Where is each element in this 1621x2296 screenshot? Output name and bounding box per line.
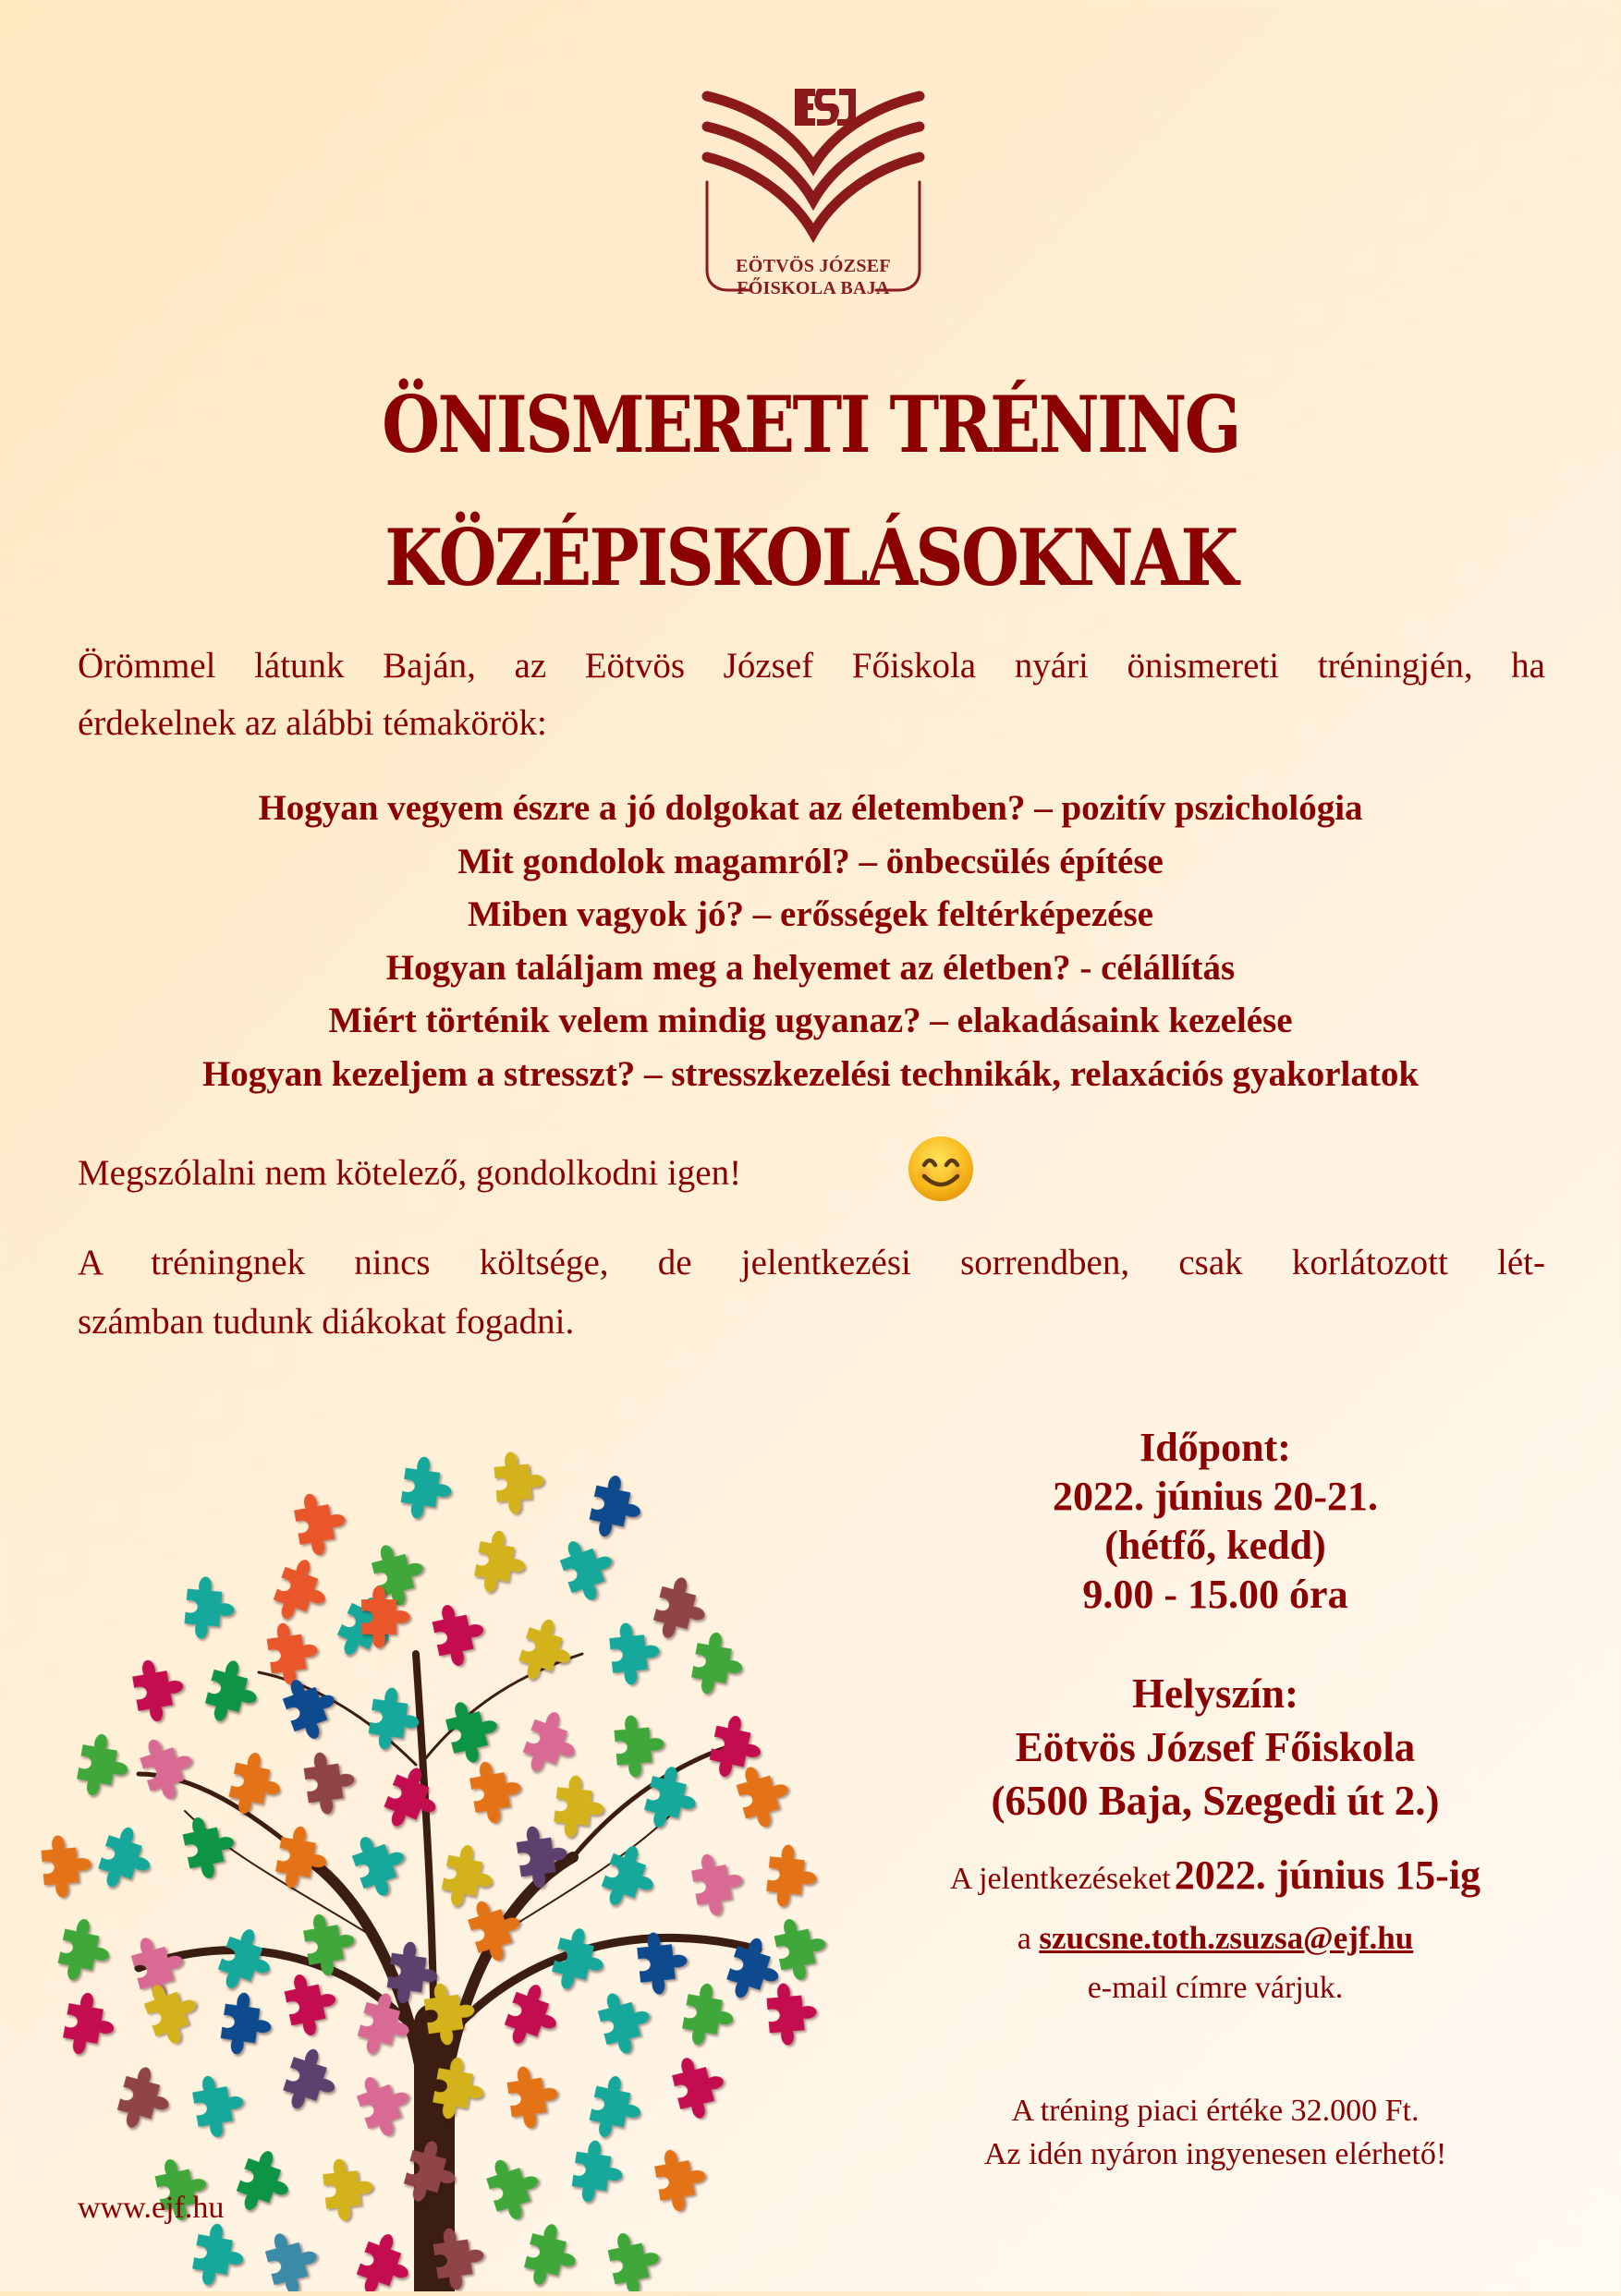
puzzle-piece-icon: [94, 1822, 160, 1896]
puzzle-piece-icon: [55, 1915, 116, 1986]
website-link[interactable]: www.ejf.hu: [78, 2191, 225, 2225]
schedule-label: Időpont:: [1140, 1425, 1291, 1470]
email-link[interactable]: szucsne.toth.zsuzsa@ejf.hu: [1039, 1920, 1414, 1956]
topic-item: Mit gondolok magamról? – önbecsülés építése: [457, 841, 1164, 881]
puzzle-piece-icon: [518, 1707, 585, 1781]
location-block: [832, 1667, 1599, 1828]
puzzle-piece-icon: [269, 1554, 335, 1629]
location-name: Eötvös József Főiskola: [1015, 1724, 1416, 1770]
schedule-block: [832, 1423, 1599, 1619]
puzzle-piece-icon: [493, 1450, 546, 1516]
puzzle-piece-icon: [114, 2063, 177, 2135]
puzzle-piece-icon: [301, 1909, 360, 1978]
puzzle-piece-icon: [680, 1981, 738, 2050]
puzzle-piece-icon: [472, 1528, 530, 1597]
puzzle-piece-icon: [689, 1630, 748, 1699]
topic-item: Miért történik velem mindig ugyanaz? – elakadásaink kezelése: [328, 1001, 1293, 1040]
puzzle-piece-icon: [669, 2050, 731, 2122]
logo-caption-line1: EÖTVÖS JÓZSEF: [736, 256, 891, 276]
registration-deadline-date: 2022. június 15-ig: [1174, 1853, 1481, 1898]
registration-deadline: [832, 1848, 1599, 1913]
email-prefix: a: [1017, 1922, 1031, 1956]
intro-paragraph: [78, 638, 1545, 752]
puzzle-piece-icon: [689, 1849, 748, 1918]
value-line2: Az idén nyáron ingyenesen elérhető!: [983, 2137, 1447, 2171]
puzzle-piece-icon: [594, 1986, 657, 2058]
puzzle-piece-icon: [130, 1655, 189, 1724]
puzzle-piece-icon: [608, 1620, 663, 1686]
puzzle-piece-icon: [61, 1990, 119, 2059]
cost-paragraph: [78, 1233, 1545, 1352]
puzzle-piece-icon: [468, 1756, 526, 1826]
puzzle-piece-icon: [506, 2062, 562, 2131]
puzzle-piece-icon: [555, 1531, 622, 1606]
puzzle-piece-icon: [707, 1712, 767, 1783]
logo-caption: [675, 255, 952, 299]
schedule-time: 9.00 - 15.00 óra: [1082, 1572, 1348, 1617]
puzzle-piece-icon: [587, 1472, 647, 1543]
puzzle-piece-icon: [733, 1758, 797, 1831]
puzzle-piece-icon: [515, 1822, 571, 1890]
puzzle-tree-illustration: [28, 1377, 841, 2291]
topic-item: Hogyan vegyem észre a jó dolgokat az életemben? – pozitív pszichológia: [258, 788, 1363, 828]
puzzle-piece-icon: [183, 1575, 237, 1642]
puzzle-piece-icon: [322, 2156, 376, 2222]
puzzle-piece-icon: [379, 1762, 447, 1838]
puzzle-piece-icon: [219, 1990, 275, 2059]
puzzle-piece-icon: [765, 1981, 819, 2047]
puzzle-piece-icon: [352, 2067, 419, 2142]
puzzle-piece-icon: [347, 1827, 414, 1901]
puzzle-piece-icon: [641, 1763, 703, 1835]
puzzle-piece-icon: [262, 2226, 324, 2291]
page-title: [114, 358, 1507, 625]
puzzle-piece-icon: [352, 2229, 419, 2291]
intro-line1: Örömmel látunk Baján, az Eötvös József Főiskola nyári önismereti tréningjén, ha: [78, 646, 1545, 686]
location-address: (6500 Baja, Szegedi út 2.): [991, 1778, 1440, 1824]
topic-list: [0, 782, 1621, 1100]
puzzle-piece-icon: [180, 1811, 240, 1882]
puzzle-piece-icon: [605, 2227, 665, 2291]
puzzle-piece-icon: [772, 1913, 832, 1984]
motto-text: Megszólalni nem kötelező, gondolkodni igen!: [78, 1153, 742, 1193]
puzzle-piece-icon: [136, 1731, 201, 1804]
puzzle-piece-icon: [75, 1731, 133, 1801]
puzzle-piece-icon: [597, 1840, 664, 1915]
cost-line2: számban tudunk diákokat fogadni.: [78, 1302, 575, 1342]
puzzle-piece-icon: [302, 1748, 359, 1816]
puzzle-piece-icon: [430, 1598, 490, 1670]
puzzle-piece-icon: [399, 1454, 456, 1523]
puzzle-piece-icon: [190, 2071, 249, 2140]
puzzle-piece-icon: [279, 2044, 345, 2118]
email-line: [832, 1913, 1599, 1965]
puzzle-piece-icon: [213, 1924, 280, 1998]
puzzle-piece-icon: [292, 1488, 350, 1558]
logo-caption-line2: FŐISKOLA BAJA: [737, 278, 890, 298]
schedule-days: (hétfő, kedd): [1104, 1523, 1326, 1568]
puzzle-piece-icon: [190, 2221, 249, 2290]
puzzle-piece-icon: [613, 1713, 666, 1780]
college-logo: [675, 85, 952, 299]
puzzle-piece-icon: [226, 1749, 286, 1820]
puzzle-piece-icon: [201, 1657, 264, 1729]
topic-item: Hogyan találjam meg a helyemet az életben? - célállítás: [385, 947, 1236, 988]
ejf-monogram-icon: [795, 89, 856, 126]
location-label: Helyszín:: [1132, 1670, 1298, 1717]
puzzle-piece-icon: [40, 1833, 93, 1900]
cost-line1: A tréningnek nincs költsége, de jelentkezési sorrendben, csak korlátozott lét-: [78, 1243, 1545, 1282]
puzzle-piece-icon: [765, 1843, 820, 1910]
puzzle-piece-icon: [652, 2144, 711, 2214]
value-line1: A tréning piaci értéke 32.000 Ft.: [1011, 2094, 1420, 2128]
puzzle-piece-icon: [232, 2145, 299, 2220]
puzzle-piece-icon: [482, 2151, 548, 2225]
registration-prefix: A jelentkezéseket: [949, 1862, 1171, 1896]
puzzle-piece-icon: [570, 2138, 627, 2206]
event-info: [832, 1423, 1599, 2176]
puzzle-piece-icon: [650, 1573, 713, 1646]
email-suffix: e-mail címre várjuk.: [1087, 1971, 1344, 2005]
value-note: [832, 2089, 1599, 2176]
puzzle-piece-icon: [500, 1979, 567, 2054]
smiling-face-icon: [906, 1134, 976, 1204]
schedule-date: 2022. június 20-21.: [1052, 1474, 1379, 1519]
topic-item: Hogyan kezeljem a stresszt? – stresszkezelési technikák, relaxációs gyakorlatok: [201, 1053, 1420, 1094]
puzzle-piece-icon: [439, 1841, 499, 1913]
title-line1: ÖNISMERETI TRÉNING: [382, 379, 1239, 470]
puzzle-pieces: [40, 1450, 832, 2291]
topic-item: Miben vagyok jó? – erősségek feltérképezése: [468, 894, 1153, 934]
title-line2: KÖZÉPISKOLÁSOKNAK: [384, 512, 1237, 603]
puzzle-piece-icon: [282, 1968, 342, 2039]
puzzle-piece-icon: [587, 2072, 647, 2144]
intro-line2: érdekelnek az alábbi témakörök:: [78, 703, 547, 743]
puzzle-piece-icon: [521, 2220, 583, 2291]
